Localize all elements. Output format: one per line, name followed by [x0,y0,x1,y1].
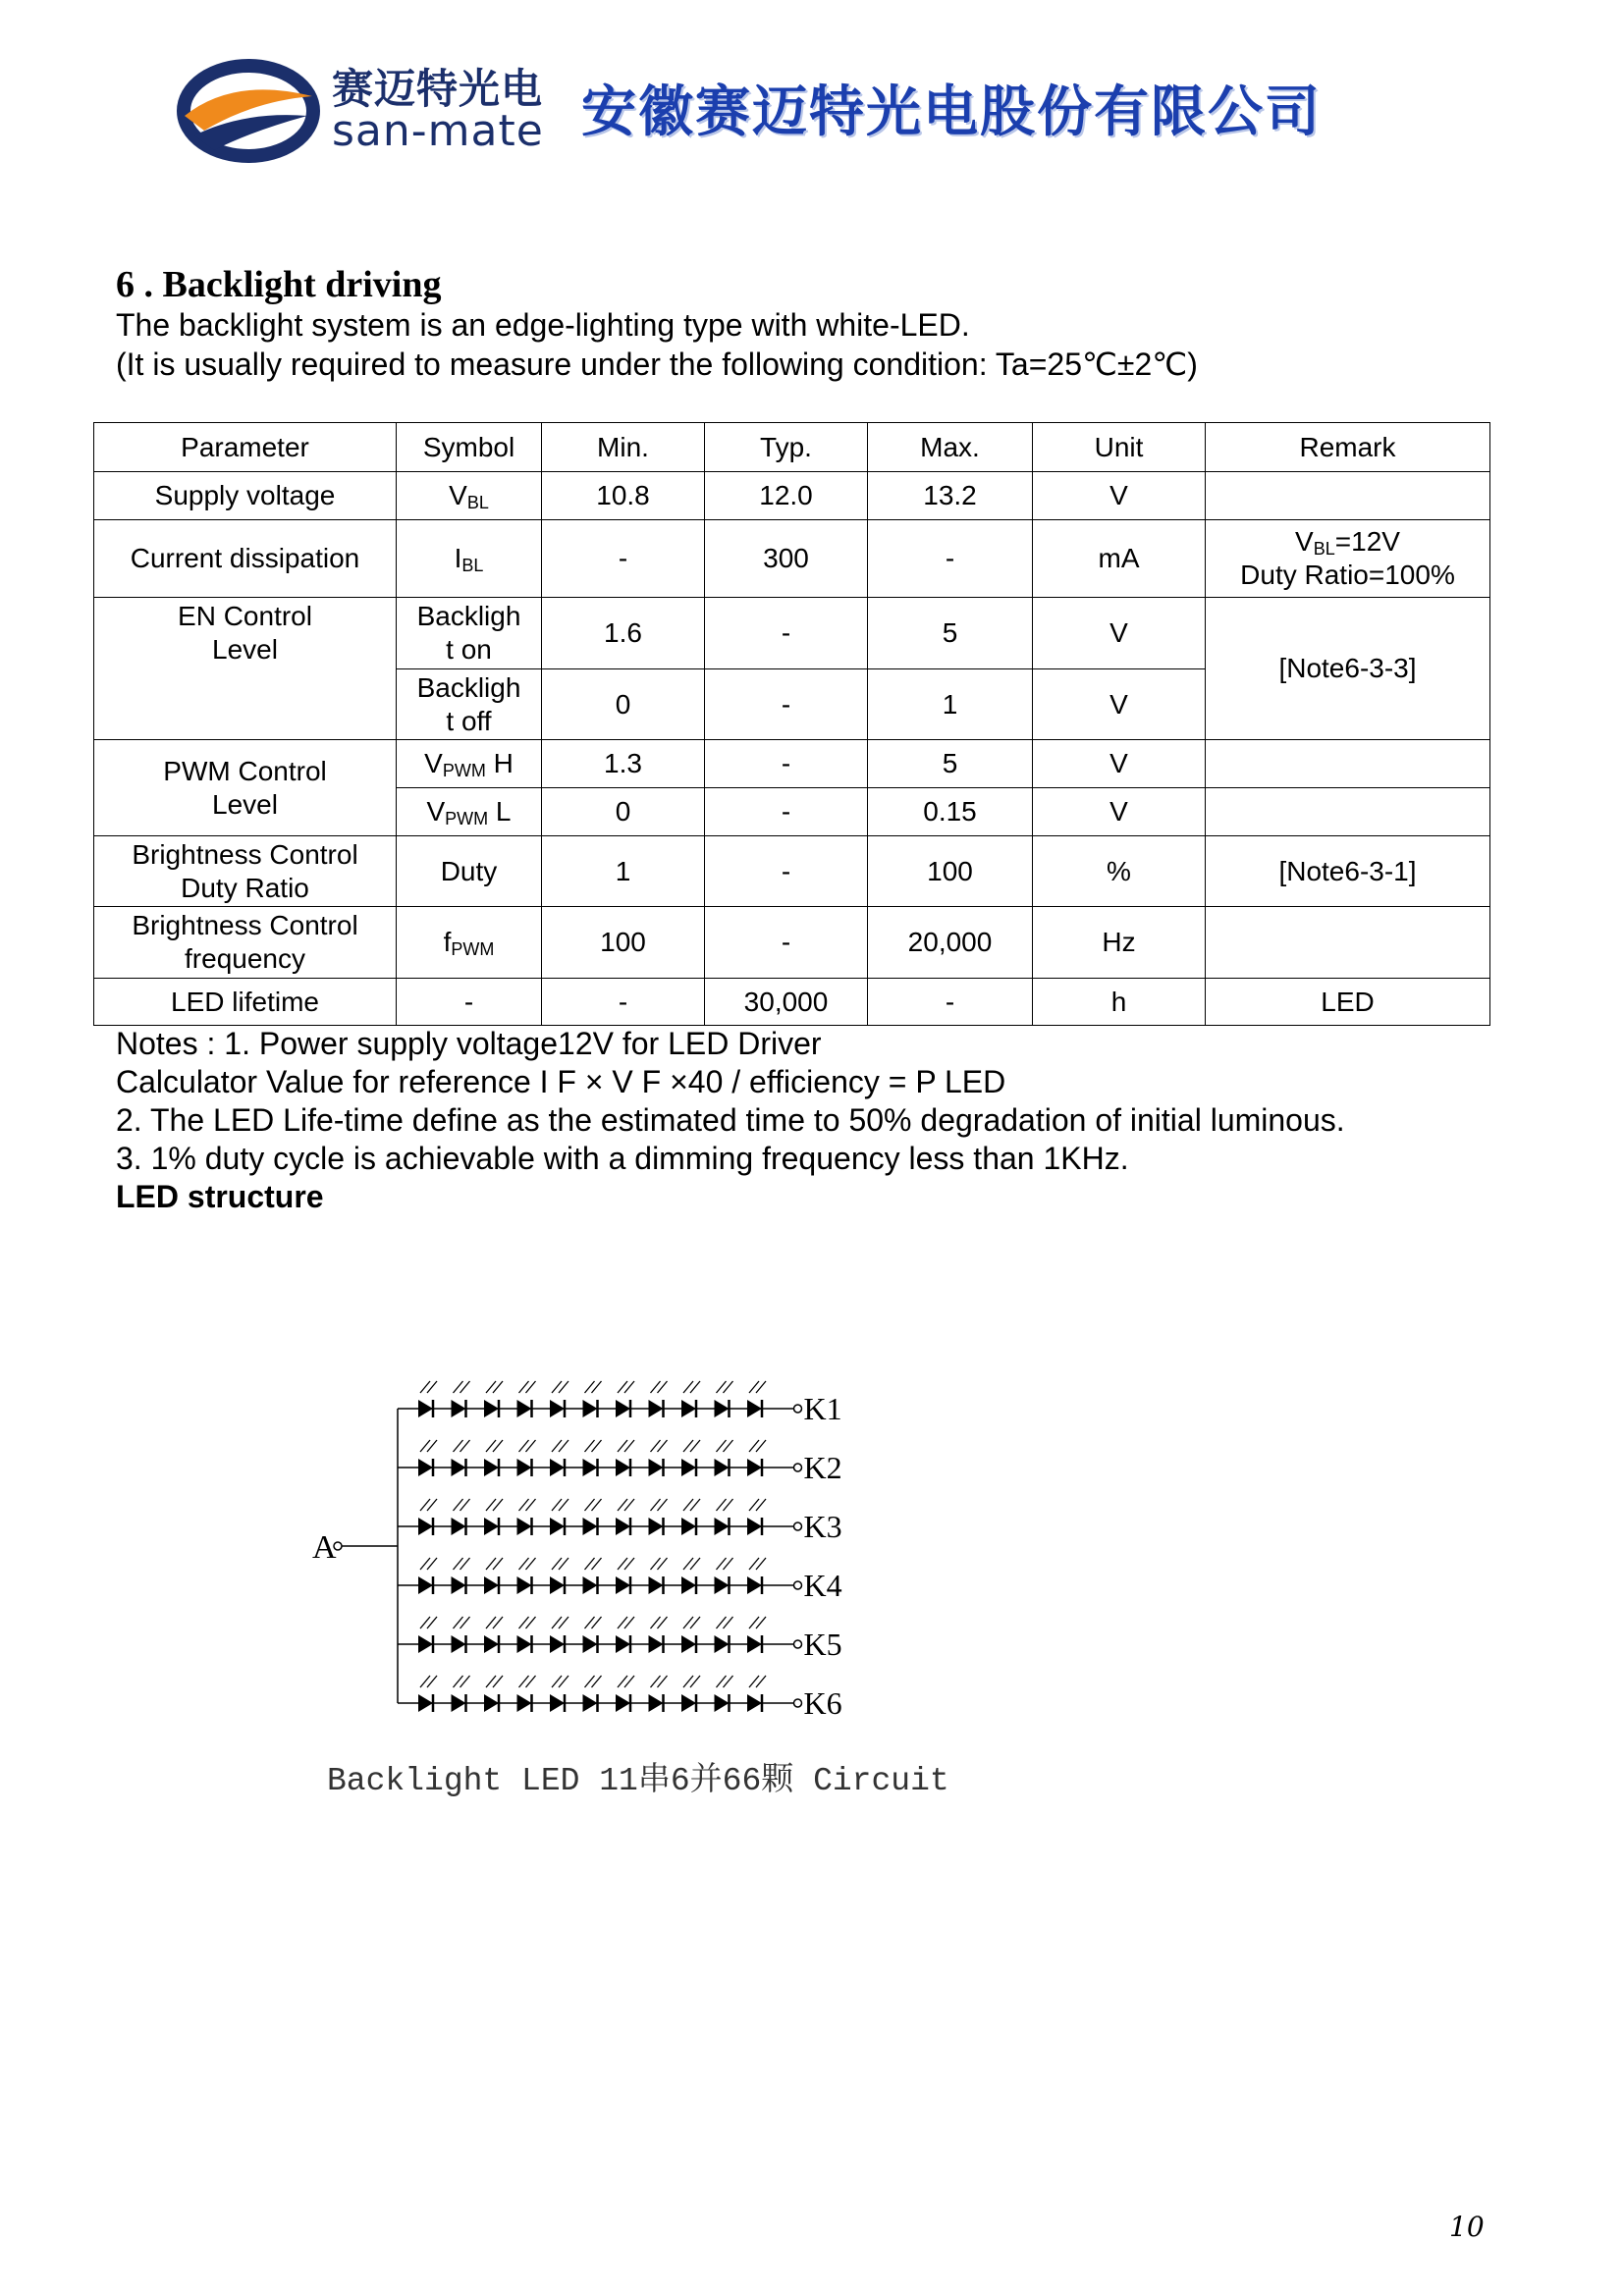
led-symbol [616,1381,634,1417]
led-symbol [681,1440,700,1476]
led-symbol [649,1676,668,1712]
intro-line-2: (It is usually required to measure under the following condition: Ta=25℃±2℃) [116,347,1198,382]
led-symbol [747,1381,766,1417]
min-cell: - [542,979,705,1026]
max-cell: 100 [868,836,1033,907]
param-cell: LED lifetime [94,979,397,1026]
table-row-current-dissipation [94,520,1490,598]
led-symbol [747,1440,766,1476]
remark-cell [1206,740,1490,788]
cathode-terminal [794,1581,802,1589]
led-symbol [649,1558,668,1594]
table-row-duty-ratio [94,836,1490,907]
min-cell: 10.8 [542,472,705,520]
led-symbol [550,1499,568,1535]
led-array [418,1381,766,1712]
cathode-label: K2 [803,1450,842,1485]
header-cell: Max. [868,423,1033,472]
symbol-cell: $I_{BL}$ [397,520,542,598]
led-circuit-diagram [295,1355,923,1728]
param-cell: Brightness Control frequency [94,907,397,979]
led-symbol [517,1676,536,1712]
led-symbol [550,1558,568,1594]
led-symbol [418,1440,437,1476]
led-symbol [418,1617,437,1653]
max-cell: 5 [868,740,1033,788]
max-cell: 20,000 [868,907,1033,979]
led-symbol [681,1381,700,1417]
cathode-label: K1 [803,1391,842,1426]
led-symbol [452,1440,470,1476]
header-cell: Unit [1033,423,1206,472]
unit-cell: V [1033,472,1206,520]
param-cell: PWM Control Level [94,740,397,836]
company-name: 安徽赛迈特光电股份有限公司 [581,80,1322,144]
param-cell: Current dissipation [94,520,397,598]
led-symbol [484,1381,503,1417]
symbol-cell: - [397,979,542,1026]
cathode-terminal [794,1699,802,1707]
param-cell: Brightness Control Duty Ratio [94,836,397,907]
led-symbol [418,1676,437,1712]
led-symbol [747,1617,766,1653]
anode-label: A [312,1529,337,1566]
typ-cell: - [705,669,868,740]
typ-cell: - [705,788,868,836]
circuit-wiring [334,1405,802,1707]
led-symbol [715,1381,733,1417]
table-row-supply-voltage [94,472,1490,520]
led-symbol [715,1617,733,1653]
unit-cell: V [1033,669,1206,740]
unit-cell: Hz [1033,907,1206,979]
symbol-cell: $V_{BL}$ [397,472,542,520]
remark-cell [1206,472,1490,520]
table-row-frequency [94,907,1490,979]
max-cell: - [868,520,1033,598]
led-symbol [747,1676,766,1712]
cathode-terminal [794,1640,802,1648]
led-symbol [452,1676,470,1712]
remark-cell [1206,907,1490,979]
min-cell: 1.6 [542,598,705,669]
table-header-row [94,423,1490,472]
remark-cell: $V_{BL}=12V$ Duty Ratio=100% [1206,520,1490,598]
led-symbol [715,1558,733,1594]
cathode-labels [804,1391,842,1721]
led-symbol [583,1440,602,1476]
led-symbol [715,1676,733,1712]
min-cell: - [542,520,705,598]
cathode-terminal [794,1522,802,1530]
typ-cell: - [705,907,868,979]
led-symbol [517,1558,536,1594]
note-line-4: 3. 1% duty cycle is achievable with a dimming frequency less than 1KHz. [116,1141,1129,1176]
led-symbol [583,1617,602,1653]
typ-cell: 12.0 [705,472,868,520]
header-cell: Typ. [705,423,868,472]
led-symbol [452,1558,470,1594]
section-title: 6 . Backlight driving [116,264,442,305]
led-symbol [715,1499,733,1535]
symbol-cell: $f_{PWM}$ [397,907,542,979]
header-cell: Symbol [397,423,542,472]
cathode-label: K4 [803,1568,842,1603]
symbol-cell: Backligh t on [397,598,542,669]
param-cell: EN Control Level [94,598,397,740]
led-symbol [583,1558,602,1594]
param-cell: Supply voltage [94,472,397,520]
min-cell: 1 [542,836,705,907]
table-row-pwm-high [94,740,1490,788]
led-symbol [616,1676,634,1712]
unit-cell: V [1033,740,1206,788]
min-cell: 0 [542,788,705,836]
led-symbol [484,1440,503,1476]
header-cell: Parameter [94,423,397,472]
led-symbol [681,1558,700,1594]
led-symbol [616,1558,634,1594]
page-number: 10 [1449,2211,1485,2243]
note-line-3: 2. The LED Life-time define as the estimated time to 50% degradation of initial luminous. [116,1102,1345,1138]
led-symbol [452,1499,470,1535]
led-symbol [517,1381,536,1417]
max-cell: 0.15 [868,788,1033,836]
led-symbol [484,1499,503,1535]
typ-cell: - [705,598,868,669]
typ-cell: - [705,836,868,907]
cathode-terminal [794,1464,802,1471]
cathode-terminal [794,1405,802,1413]
san-mate-logo [175,57,322,165]
header-cell: Remark [1206,423,1490,472]
brand-english-name: san-mate [332,106,544,156]
led-symbol [681,1617,700,1653]
remark-cell: LED [1206,979,1490,1026]
led-symbol [418,1381,437,1417]
led-symbol [452,1381,470,1417]
led-symbol [418,1558,437,1594]
led-symbol [649,1381,668,1417]
led-symbol [747,1558,766,1594]
led-symbol [616,1499,634,1535]
max-cell: - [868,979,1033,1026]
note-line-1: Notes : 1. Power supply voltage12V for LED Driver [116,1026,822,1061]
unit-cell: h [1033,979,1206,1026]
led-symbol [583,1676,602,1712]
led-symbol [517,1440,536,1476]
remark-cell [1206,788,1490,836]
min-cell: 100 [542,907,705,979]
led-symbol [649,1617,668,1653]
max-cell: 13.2 [868,472,1033,520]
symbol-cell: $V_{PWM}$ L [397,788,542,836]
symbol-cell: $V_{PWM}$ H [397,740,542,788]
led-symbol [418,1499,437,1535]
led-symbol [583,1381,602,1417]
cathode-label: K6 [803,1685,842,1721]
typ-cell: - [705,740,868,788]
led-symbol [484,1676,503,1712]
remark-cell: [Note6-3-3] [1206,598,1490,740]
symbol-cell: Duty [397,836,542,907]
intro-line-1: The backlight system is an edge-lighting type with white-LED. [116,307,970,343]
led-symbol [616,1617,634,1653]
led-symbol [583,1499,602,1535]
max-cell: 5 [868,598,1033,669]
max-cell: 1 [868,669,1033,740]
table-row-led-lifetime [94,979,1490,1026]
led-symbol [616,1440,634,1476]
led-symbol [517,1617,536,1653]
header-cell: Min. [542,423,705,472]
led-structure-heading: LED structure [116,1179,324,1214]
cathode-label: K3 [803,1509,842,1544]
led-symbol [484,1558,503,1594]
led-symbol [550,1381,568,1417]
circuit-caption: Backlight LED 11串6并66颗 Circuit [327,1763,949,1799]
brand-chinese-name: 赛迈特光电 [332,65,544,113]
unit-cell: % [1033,836,1206,907]
unit-cell: V [1033,788,1206,836]
led-symbol [681,1499,700,1535]
remark-cell: [Note6-3-1] [1206,836,1490,907]
typ-cell: 300 [705,520,868,598]
typ-cell: 30,000 [705,979,868,1026]
cathode-label: K5 [803,1627,842,1662]
backlight-spec-table [93,422,1490,1026]
min-cell: 1.3 [542,740,705,788]
led-symbol [649,1440,668,1476]
led-symbol [681,1676,700,1712]
note-line-2: Calculator Value for reference I F × V F ×40 / efficiency = P LED [116,1064,1006,1099]
led-symbol [550,1440,568,1476]
led-symbol [452,1617,470,1653]
led-symbol [517,1499,536,1535]
min-cell: 0 [542,669,705,740]
led-symbol [550,1676,568,1712]
led-symbol [649,1499,668,1535]
led-symbol [484,1617,503,1653]
led-symbol [747,1499,766,1535]
led-symbol [715,1440,733,1476]
unit-cell: mA [1033,520,1206,598]
symbol-cell: Backligh t off [397,669,542,740]
led-symbol [550,1617,568,1653]
table-row-en-on [94,598,1490,669]
unit-cell: V [1033,598,1206,669]
